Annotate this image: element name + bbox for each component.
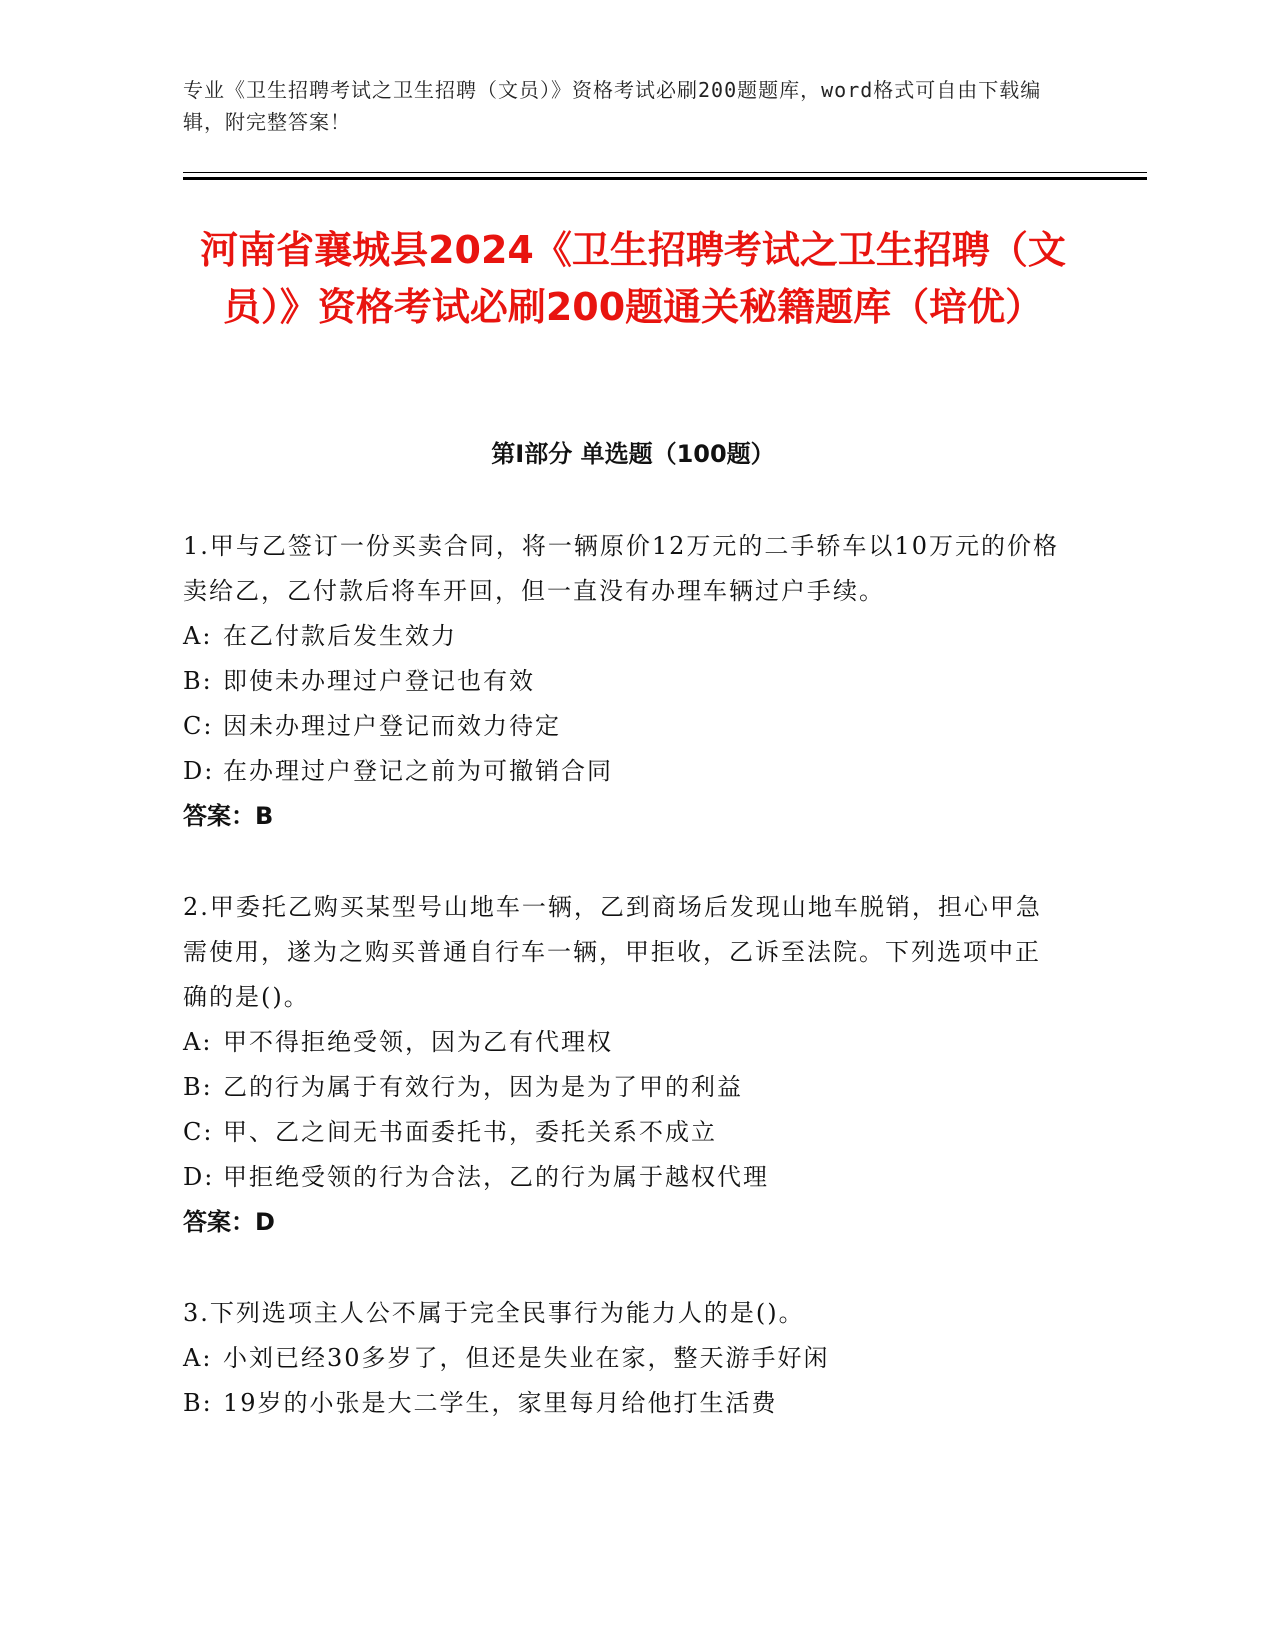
option-b: [183, 1381, 1063, 1426]
option-c: [183, 1110, 1063, 1155]
header-note: 专业《卫生招聘考试之卫生招聘（文员）》资格考试必刷200题题库，word格式可自由下载编辑，附完整答案！: [183, 78, 1042, 134]
question-stem: 2.甲委托乙购买某型号山地车一辆，乙到商场后发现山地车脱销，担心甲急需使用，遂为之购买普通自行车一辆，甲拒收，乙诉至法院。下列选项中正确的是()。: [183, 893, 1042, 1011]
question-1: [183, 524, 1063, 839]
question-stem: 3.下列选项主人公不属于完全民事行为能力人的是()。: [183, 1299, 805, 1327]
question-stem: 1.甲与乙签订一份买卖合同，将一辆原价12万元的二手轿车以10万元的价格卖给乙，乙付款后将车开回，但一直没有办理车辆过户手续。: [183, 532, 1059, 605]
section-heading: 第Ⅰ部分 单选题（100题）: [491, 440, 775, 468]
option-text: 甲拒绝受领的行为合法，乙的行为属于越权代理: [223, 1163, 769, 1191]
option-text: 在办理过户登记之前为可撤销合同: [223, 757, 613, 785]
option-c: [183, 704, 1063, 749]
option-key: B:: [183, 1389, 213, 1417]
option-a: [183, 1336, 1063, 1381]
option-key: A:: [183, 1028, 213, 1056]
header-divider-thin: [183, 172, 1147, 173]
option-d: [183, 749, 1063, 794]
option-key: D:: [183, 1163, 215, 1191]
option-a: [183, 614, 1063, 659]
option-text: 19岁的小张是大二学生，家里每月给他打生活费: [223, 1389, 778, 1417]
header-divider-thick: [183, 177, 1147, 180]
option-key: B:: [183, 667, 213, 695]
option-text: 即使未办理过户登记也有效: [223, 667, 535, 695]
question-list: [183, 524, 1063, 1472]
option-key: C:: [183, 1118, 214, 1146]
option-key: A:: [183, 1344, 213, 1372]
document-title: 河南省襄城县2024《卫生招聘考试之卫生招聘（文员）》资格考试必刷200题通关秘籍题库（培优）: [200, 228, 1066, 329]
option-key: D:: [183, 757, 215, 785]
option-d: [183, 1155, 1063, 1200]
answer-line: 答案：B: [183, 802, 274, 830]
option-text: 小刘已经30多岁了，但还是失业在家，整天游手好闲: [223, 1344, 830, 1372]
option-b: [183, 659, 1063, 704]
option-key: A:: [183, 622, 213, 650]
option-text: 甲、乙之间无书面委托书，委托关系不成立: [223, 1118, 717, 1146]
option-text: 在乙付款后发生效力: [223, 622, 457, 650]
option-text: 因未办理过户登记而效力待定: [223, 712, 561, 740]
option-key: B:: [183, 1073, 213, 1101]
option-text: 甲不得拒绝受领，因为乙有代理权: [223, 1028, 613, 1056]
option-a: [183, 1020, 1063, 1065]
answer-line: 答案：D: [183, 1208, 275, 1236]
question-2: [183, 885, 1063, 1245]
question-3: [183, 1291, 1063, 1426]
option-b: [183, 1065, 1063, 1110]
option-text: 乙的行为属于有效行为，因为是为了甲的利益: [223, 1073, 743, 1101]
option-key: C:: [183, 712, 214, 740]
